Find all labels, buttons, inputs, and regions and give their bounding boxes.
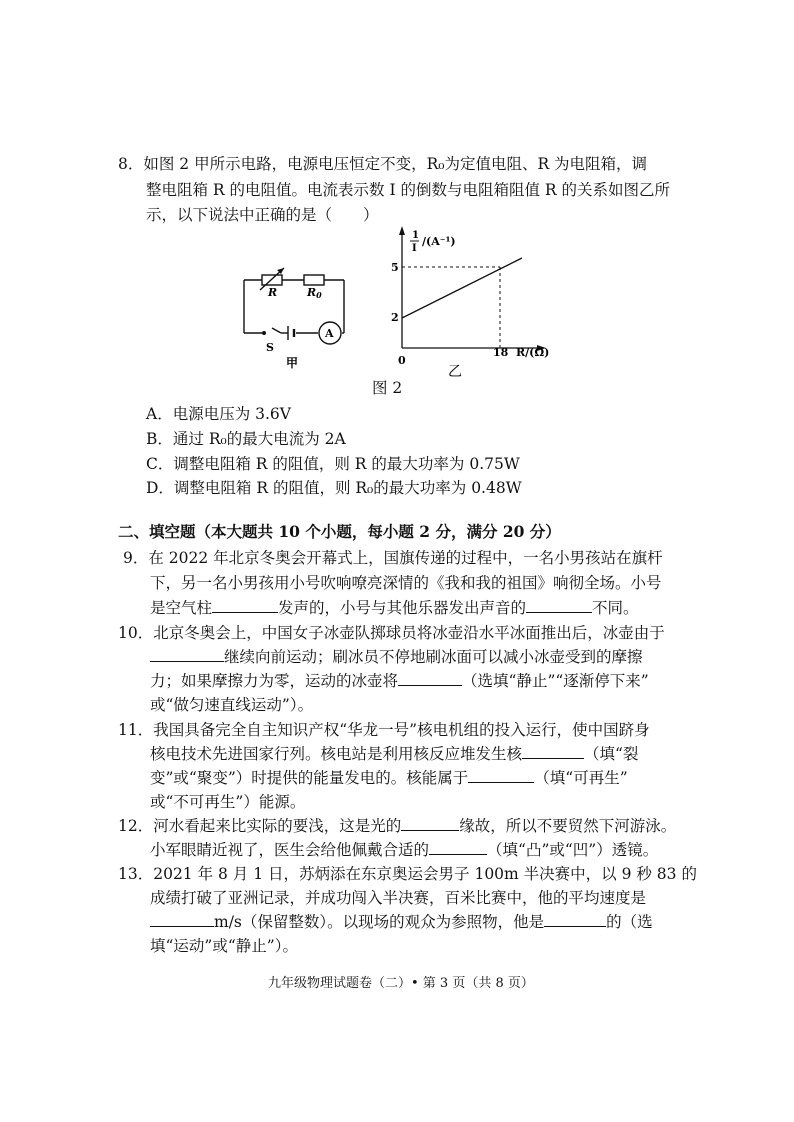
y-axis-label-num: 1 xyxy=(412,230,419,241)
answer-blank[interactable] xyxy=(522,744,584,759)
answer-blank[interactable] xyxy=(150,647,224,662)
q9-line1: 9．在 2022 年北京冬奥会开幕式上，国旗传递的过程中，一名小男孩站在旗杆 xyxy=(123,549,663,567)
section-heading: 二、填空题（本大题共 10 个小题，每小题 2 分，满分 20 分） xyxy=(118,522,561,541)
x-tick-18: 18 xyxy=(493,346,509,359)
answer-blank[interactable] xyxy=(468,768,534,783)
graph-name: 乙 xyxy=(448,364,462,380)
q10-line3: 力；如果摩擦力为零，运动的冰壶将 （选填“静止”“逐渐停下来” xyxy=(150,672,649,690)
q8-line2: 整电阻箱 R 的电阻值。电流表示数 I 的倒数与电阻箱阻值 R 的关系如图乙所 xyxy=(146,181,671,199)
switch-label: S xyxy=(266,341,274,354)
ammeter-label: A xyxy=(325,327,334,340)
answer-blank[interactable] xyxy=(150,912,214,927)
q13-line2: 成绩打破了亚洲记录，并成功闯入半决赛，百米比赛中，他的平均速度是 xyxy=(150,889,647,907)
answer-blank[interactable] xyxy=(429,840,487,855)
q8-line1: 8．如图 2 甲所示电路，电源电压恒定不变，R₀为定值电阻、R 为电阻箱，调 xyxy=(118,155,648,173)
reciprocal-current-graph xyxy=(380,222,580,382)
page-footer: 九年级物理试题卷（二）• 第 3 页（共 8 页） xyxy=(268,976,534,991)
q12-line1: 12．河水看起来比实际的要浅，这是光的 缘故，所以不要贸然下河游泳。 xyxy=(118,817,677,835)
q8-option-b: B．通过 R₀的最大电流为 2A xyxy=(146,430,346,448)
q8-option-c: C．调整电阻箱 R 的阻值，则 R 的最大功率为 0.75W xyxy=(146,455,520,473)
answer-blank[interactable] xyxy=(401,816,459,831)
q11-line4: 或“不可再生”）能源。 xyxy=(150,793,306,811)
q9-line3: 是空气柱 发声的，小号与其他乐器发出声音的 不同。 xyxy=(150,599,639,617)
q11-line3: 变”或“聚变”）时提供的能量发电的。核能属于 （填“可再生” xyxy=(150,769,628,787)
q13-line3: m/s（保留整数）。以现场的观众为参照物，他是 的（选 xyxy=(150,912,653,932)
origin-label: 0 xyxy=(398,354,406,367)
y-axis-label-den: I xyxy=(412,243,417,254)
q10-line4: 或“做匀速直线运动”）。 xyxy=(150,696,314,714)
resistor-r0-symbol xyxy=(304,275,324,285)
answer-blank[interactable] xyxy=(212,598,278,613)
q12-line2: 小军眼睛近视了，医生会给他佩戴合适的 （填“凸”或“凹”）透镜。 xyxy=(150,841,659,859)
circuit-name: 甲 xyxy=(286,356,299,370)
r0-label: R0 xyxy=(307,286,322,300)
y-tick-2: 2 xyxy=(391,311,399,324)
q11-line2: 核电技术先进国家行列。核电站是利用核反应堆发生核 （填“裂 xyxy=(150,745,639,763)
rheostat-label: R xyxy=(268,286,278,299)
q8-option-d: D．调整电阻箱 R 的阻值，则 R₀的最大功率为 0.48W xyxy=(146,479,522,497)
answer-blank[interactable] xyxy=(398,671,462,686)
answer-blank[interactable] xyxy=(526,598,592,613)
answer-blank[interactable] xyxy=(544,912,606,927)
y-axis-label-unit: /(A⁻¹) xyxy=(422,235,456,248)
y-tick-5: 5 xyxy=(391,261,399,274)
q10-line1: 10．北京冬奥会上，中国女子冰壶队掷球员将冰壶沿水平冰面推出后，冰壶由于 xyxy=(118,624,665,642)
q13-line4: 填“运动”或“静止”）。 xyxy=(150,937,298,955)
q13-line1: 13．2021 年 8 月 1 日，苏炳添在东京奥运会男子 100m 半决赛中，以 9 秒 83 的 xyxy=(118,865,697,883)
circuit-diagram xyxy=(236,260,366,370)
q10-line2: 继续向前运动；刷冰员不停地刷冰面可以减小冰壶受到的摩擦 xyxy=(150,647,643,667)
q11-line1: 11．我国具备完全自主知识产权“华龙一号”核电机组的投入运行，使中国跻身 xyxy=(118,721,650,739)
figure-caption: 图 2 xyxy=(372,379,403,397)
rheostat-symbol xyxy=(262,275,282,285)
q8-option-a: A．电源电压为 3.6V xyxy=(146,405,291,423)
q8-line3: 示，以下说法中正确的是（ ） xyxy=(146,206,379,224)
q9-line2: 下，另一名小男孩用小号吹响嘹亮深情的《我和我的祖国》响彻全场。小号 xyxy=(150,574,662,592)
x-axis-label: R/(Ω) xyxy=(516,346,550,359)
